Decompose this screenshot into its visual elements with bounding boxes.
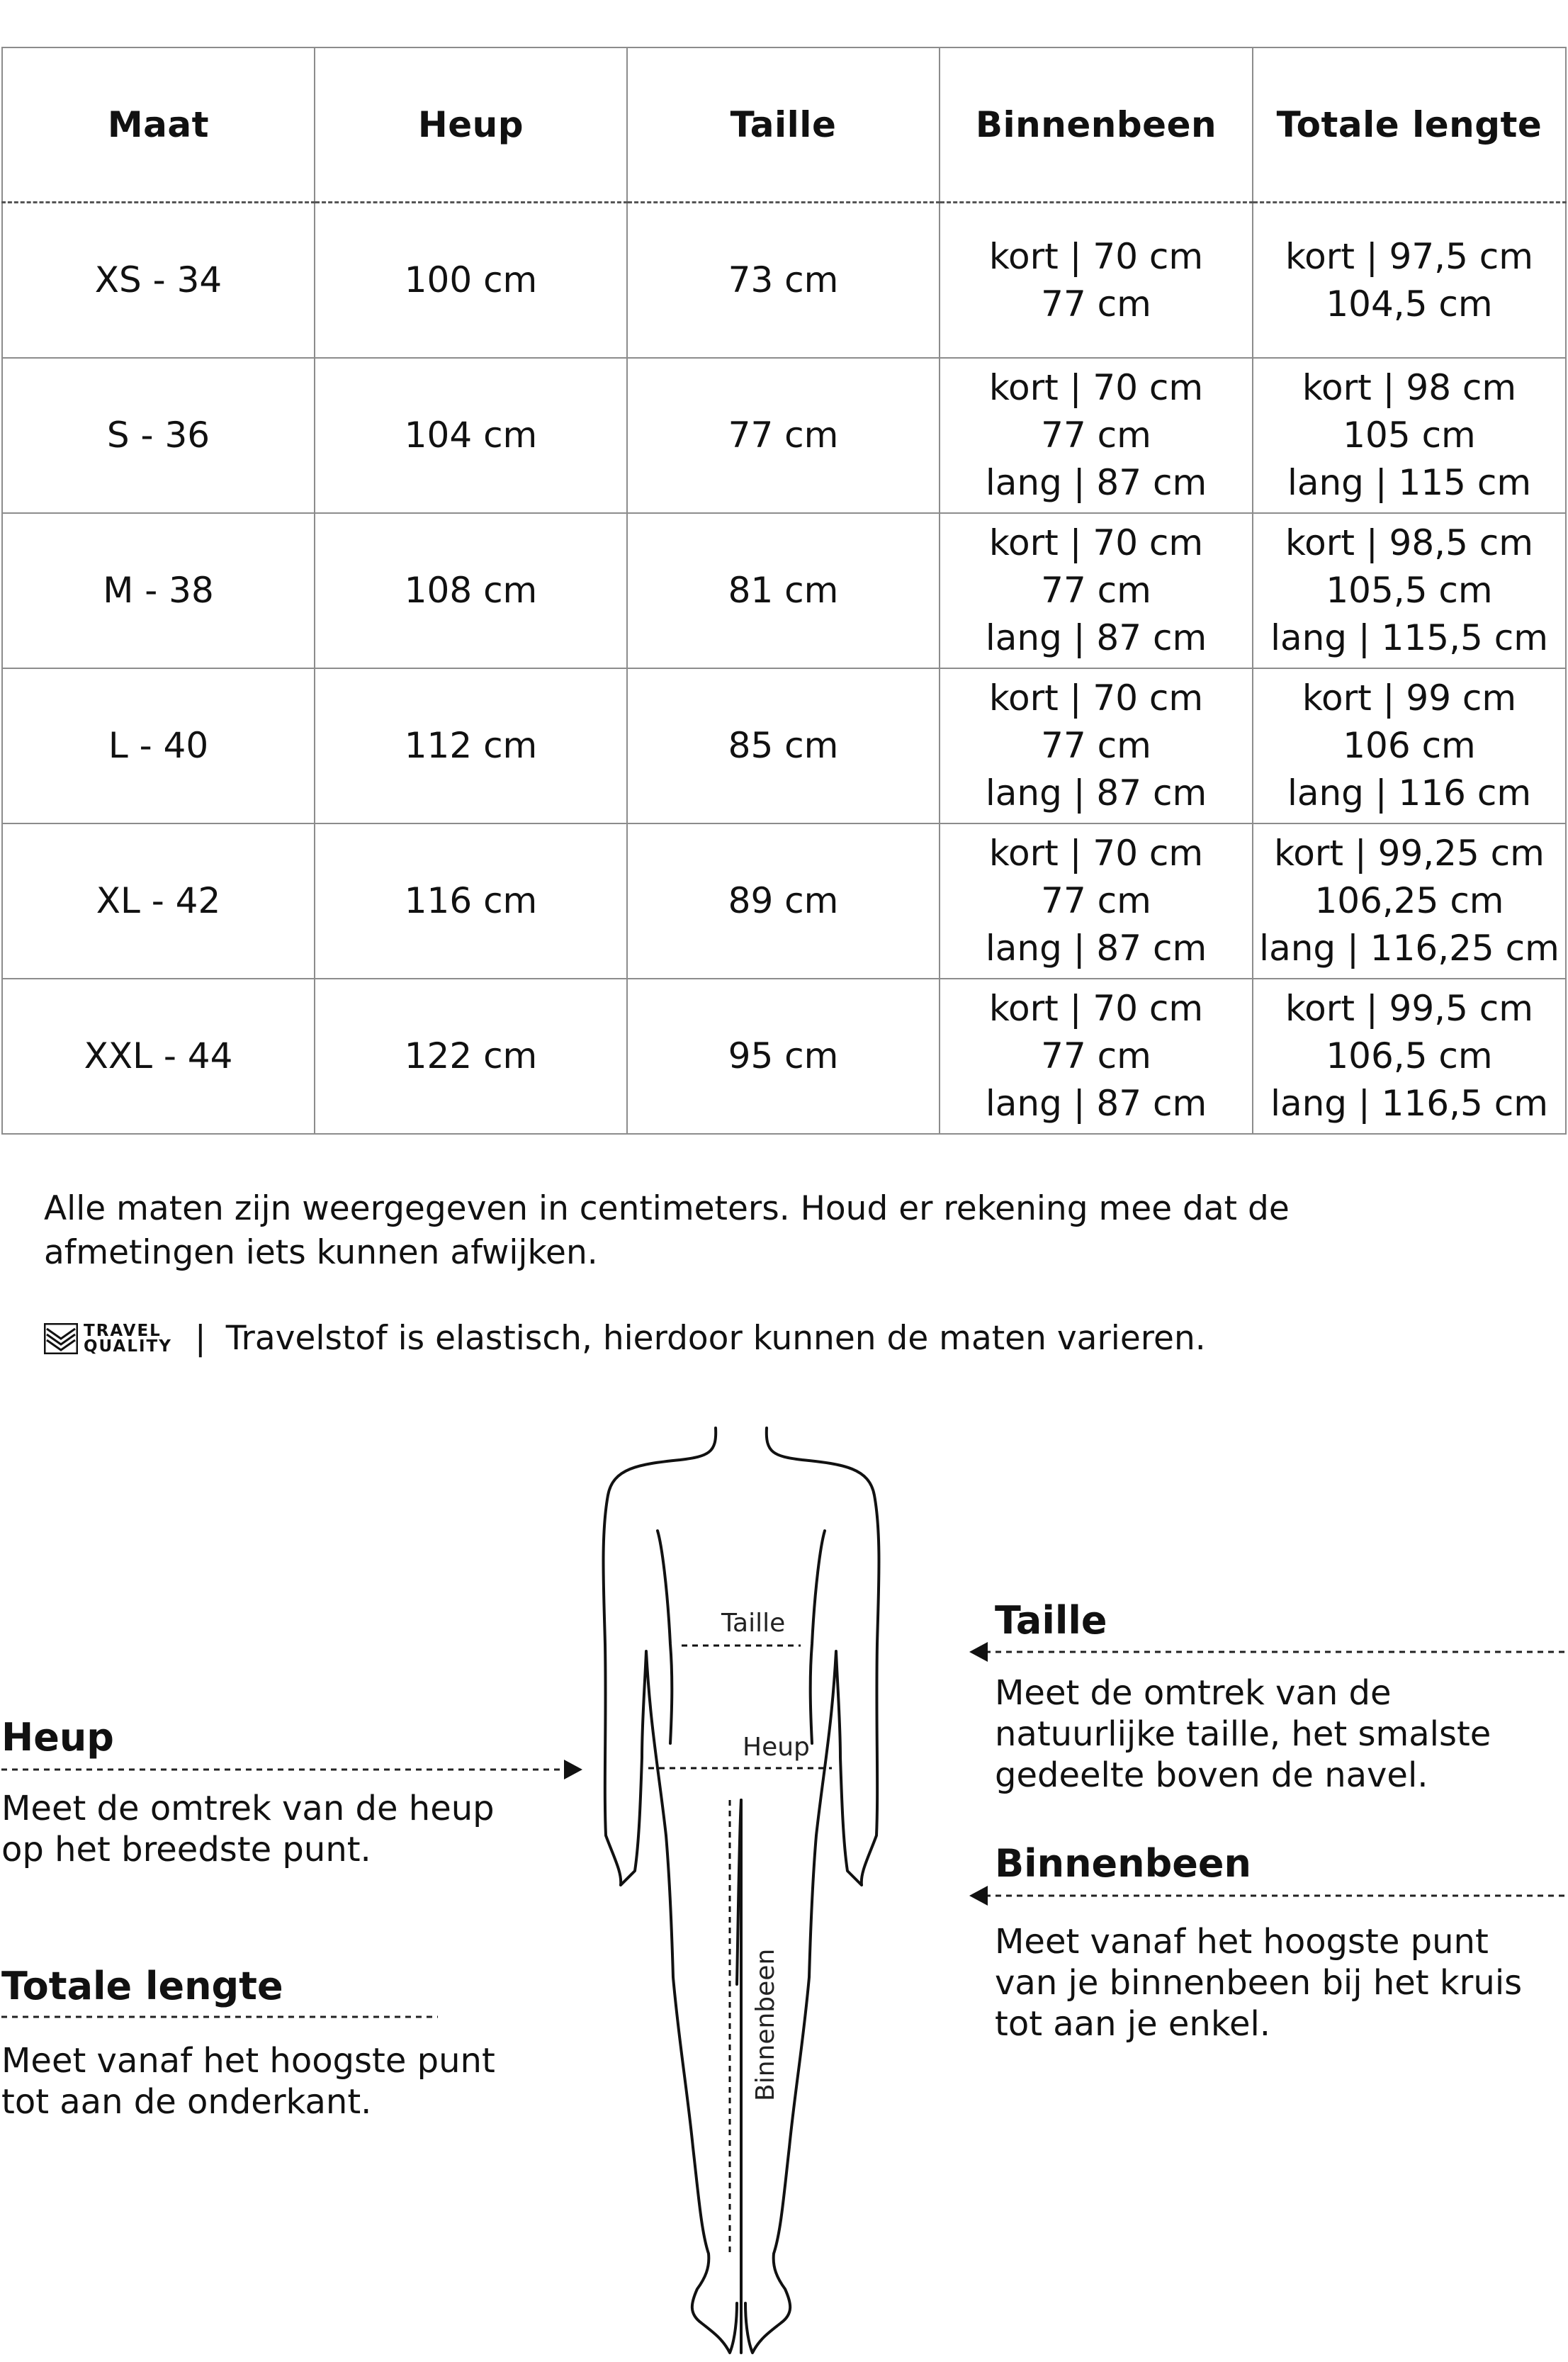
totale-lengte-title: Totale lengte [1,1964,283,2008]
totale-lengte-line: kort | 99 cm [1302,677,1517,719]
binnenbeen-line: 77 cm [1041,283,1151,325]
binnenbeen-line: lang | 87 cm [985,928,1207,969]
totale-lengte-line: kort | 97,5 cm [1285,235,1533,277]
binnenbeen-line: lang | 87 cm [985,772,1207,814]
heup-title: Heup [1,1715,114,1760]
taille-desc-line: gedeelte boven de navel. [995,1755,1428,1795]
cell-maat: S - 36 [2,358,315,513]
totale-lengte-line: 105,5 cm [1326,570,1493,611]
totale-lengte-line: 104,5 cm [1326,283,1493,325]
travel-note-text: Travelstof is elastisch, hierdoor kunnen de maten varieren. [225,1319,1206,1358]
taille-desc [995,1672,1491,1796]
binnenbeen-line: 77 cm [1041,415,1151,456]
totale-lengte-line: kort | 98,5 cm [1285,522,1533,563]
binnenbeen-line: lang | 87 cm [985,462,1207,503]
heup-desc-line: op het breedste punt. [1,1830,371,1869]
binnenbeen-line: lang | 87 cm [985,1083,1207,1124]
totale-lengte-line: 106,5 cm [1326,1035,1493,1076]
header-taille: Taille [627,47,940,203]
cell-maat: L - 40 [2,668,315,823]
totale-lengte-line: kort | 99,5 cm [1285,988,1533,1029]
arm-inner-right [811,1531,825,1743]
header-binnenbeen: Binnenbeen [940,47,1253,203]
heup-desc [1,1788,495,1870]
binnenbeen-title: Binnenbeen [995,1841,1251,1886]
binnenbeen-line: kort | 70 cm [988,988,1204,1029]
heup-arrow-icon [564,1760,582,1779]
cell-heup: 104 cm [315,358,627,513]
arm-inner-left [658,1531,672,1743]
binnenbeen-line: 77 cm [1041,570,1151,611]
binnenbeen-line: kort | 70 cm [988,677,1204,719]
totale-lengte-desc-line: Meet vanaf het hoogste punt [1,2041,495,2081]
totale-lengte-line: lang | 116 cm [1287,772,1532,814]
travel-logo-word: TRAVEL [84,1322,162,1340]
binnenbeen-line: 77 cm [1041,725,1151,766]
binnenbeen-desc [995,1921,1522,2045]
figure-heup-label: Heup [743,1733,810,1762]
body-outline-right [745,1428,879,2353]
measurement-note: Alle maten zijn weergegeven in centimeters. Houd er rekening mee dat de afmetingen iets kunnen afwijken. [44,1189,1290,1272]
totale-lengte-line: lang | 115,5 cm [1270,617,1548,658]
totale-lengte-line: 105 cm [1343,415,1476,456]
binnenbeen-line: lang | 87 cm [985,617,1207,658]
taille-arrow-icon [969,1642,988,1662]
binnenbeen-line: 77 cm [1041,880,1151,921]
taille-title: Taille [995,1598,1107,1643]
figure-taille-label: Taille [721,1609,786,1638]
heup-desc-line: Meet de omtrek van de heup [1,1789,495,1828]
totale-lengte-line: kort | 98 cm [1302,367,1517,408]
separator: | [194,1319,206,1358]
cell-maat: XS - 34 [2,203,315,359]
totale-lengte-line: lang | 115 cm [1287,462,1532,503]
cell-taille: 85 cm [627,668,940,823]
cell-maat: XXL - 44 [2,979,315,1134]
cell-heup: 100 cm [315,203,627,359]
binnenbeen-desc-line: Meet vanaf het hoogste punt [995,1922,1489,1962]
totale-lengte-line: lang | 116,5 cm [1270,1083,1548,1124]
header-maat: Maat [2,47,315,203]
quality-logo-word: QUALITY [84,1337,172,1356]
totale-lengte-line: 106,25 cm [1314,880,1504,921]
cell-taille: 81 cm [627,513,940,668]
totale-lengte-line: kort | 99,25 cm [1274,833,1545,874]
cell-heup: 112 cm [315,668,627,823]
header-totale-lengte: Totale lengte [1253,47,1566,203]
cell-heup: 108 cm [315,513,627,668]
binnenbeen-line: kort | 70 cm [988,235,1204,277]
cell-heup: 122 cm [315,979,627,1134]
binnenbeen-line: kort | 70 cm [988,522,1204,563]
binnenbeen-line: kort | 70 cm [988,833,1204,874]
totale-lengte-line: 106 cm [1343,725,1476,766]
binnenbeen-line: 77 cm [1041,1035,1151,1076]
cell-taille: 73 cm [627,203,940,359]
cell-taille: 95 cm [627,979,940,1134]
cell-taille: 77 cm [627,358,940,513]
taille-desc-line: Meet de omtrek van de [995,1673,1392,1713]
figure-binnenbeen-label: Binnenbeen [751,1948,780,2101]
totale-lengte-line: lang | 116,25 cm [1259,928,1559,969]
cell-maat: M - 38 [2,513,315,668]
binnenbeen-line: kort | 70 cm [988,367,1204,408]
cell-maat: XL - 42 [2,823,315,979]
body-outline-left [604,1428,738,2353]
taille-desc-line: natuurlijke taille, het smalste [995,1714,1491,1754]
totale-lengte-desc-line: tot aan de onderkant. [1,2082,372,2122]
binnenbeen-desc-line: tot aan je enkel. [995,2004,1271,2044]
totale-lengte-desc [1,2040,495,2122]
binnenbeen-arrow-icon [969,1886,988,1906]
cell-taille: 89 cm [627,823,940,979]
header-heup: Heup [315,47,627,203]
cell-heup: 116 cm [315,823,627,979]
binnenbeen-desc-line: van je binnenbeen bij het kruis [995,1963,1523,2003]
